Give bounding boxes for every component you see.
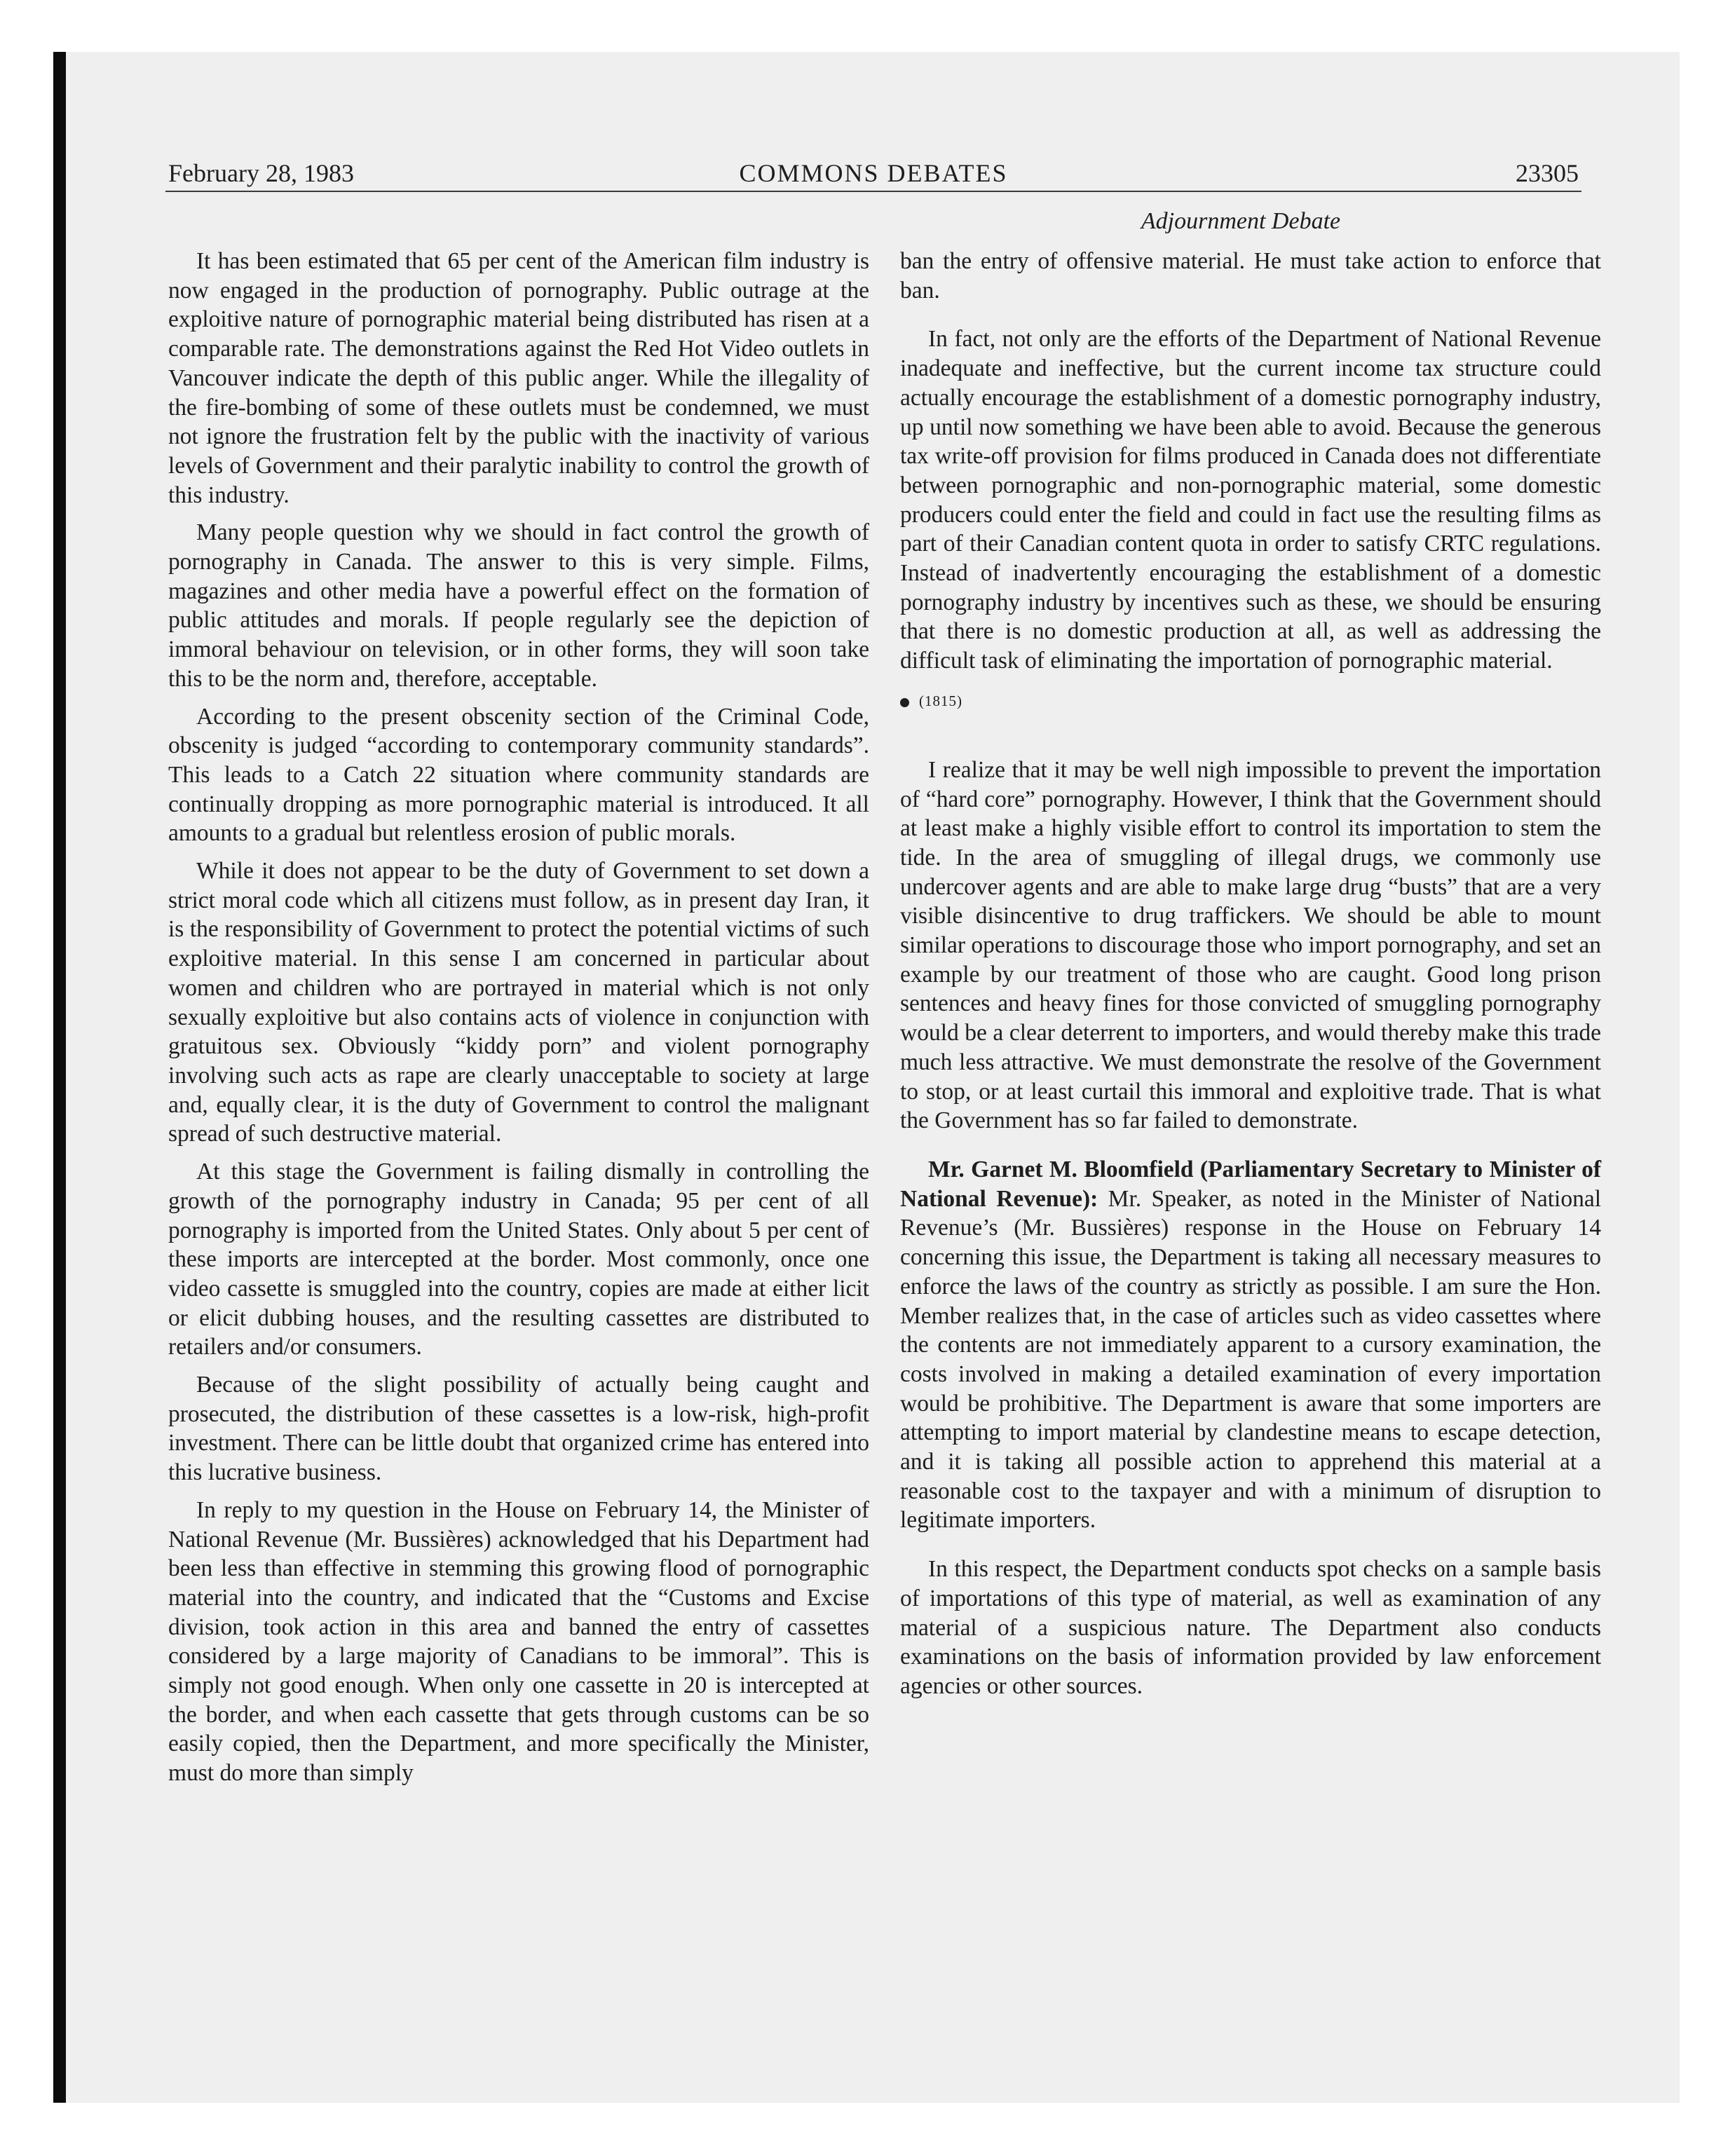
scan-binding-edge xyxy=(53,52,66,2103)
time-marker-text: (1815) xyxy=(919,692,962,709)
speaker-name: Mr. Garnet M. Bloomfield (Parliamentary Secretary to Minister of National Revenue): xyxy=(900,1156,1601,1212)
time-marker xyxy=(900,687,1601,715)
left-column xyxy=(168,247,869,1796)
paragraph: According to the present obscenity section of the Criminal Code, obscenity is judged “according to contemporary community standards”. This leads to a Catch 22 situation where community standards are continually dropping as more pornographic material is introduced. It all amounts to a gradual but relentless erosion of public morals. xyxy=(168,703,869,847)
section-title: Adjournment Debate xyxy=(1141,208,1341,234)
paragraph: It has been estimated that 65 per cent of the American film industry is now engaged in the production of pornography. Public outrage at the exploitive nature of pornographic material being distributed has risen at a comparable rate. The demonstrations against the Red Hot Video outlets in Vancouver indicate the depth of this public anger. While the illegality of the fire-bombing of some of these outlets must be condemned, we must not ignore the frustration felt by the public with the inactivity of various levels of Government and their paralytic inability to control the growth of this industry. xyxy=(168,248,869,508)
page-header xyxy=(165,158,1581,192)
bullet-icon xyxy=(900,698,909,707)
speaker-text: Mr. Speaker, as noted in the Minister of National Revenue’s (Mr. Bussières) response in the House on February 14 concerning this issue, the Department is taking all necessary measures to enforce the laws of the country as strictly as possible. I am sure the Hon. Member realizes that, in the case of articles such as video cassettes where the contents are not immediately apparent to a cursory examination, the costs involved in making a detailed examination of every importation would be prohibitive. The Department is aware that some importers are attempting to import material by clandestine means to escape detection, and it is taking all possible action to apprehend this material at a reasonable cost to the taxpayer and with a minimum of disruption to legitimate importers. xyxy=(900,1185,1601,1534)
speaker-paragraph xyxy=(900,1155,1601,1535)
paragraph: In fact, not only are the efforts of the Department of National Revenue inadequate and ineffective, but the current income tax structure could actually encourage the establishment of a domestic pornography industry, up until now something we have been able to avoid. Because the generous tax write-off provision for films produced in Canada does not differentiate between pornographic and non-pornographic material, some domestic producers could enter the field and could in fact use the resulting films as part of their Canadian content quota in order to satisfy CRTC regulations. Instead of inadvertently encouraging the establishment of a domestic pornography industry by incentives such as these, we should be ensuring that there is no domestic production at all, as well as addressing the difficult task of eliminating the importation of pornographic material. xyxy=(900,326,1601,674)
right-column xyxy=(900,247,1601,1710)
paragraph: Because of the slight possibility of actually being caught and prosecuted, the distribution of these cassettes is a low-risk, high-profit investment. There can be little doubt that organized crime has entered into this lucrative business. xyxy=(168,1372,869,1486)
paragraph: In reply to my question in the House on February 14, the Minister of National Revenue (Mr. Bussières) acknowledged that his Department had been less than effective in stemming this growing flood of pornographic material into the country, and indicated that the “Customs and Excise division, took action in this area and banned the entry of cassettes considered by a large majority of Canadians to be immoral”. This is simply not good enough. When only one cassette in 20 is intercepted at the border, and when each cassette that gets through customs can be so easily copied, then the Department, and more specifically the Minister, must do more than simply xyxy=(168,1496,869,1787)
paragraph: I realize that it may be well nigh impossible to prevent the importation of “hard core” pornography. However, I think that the Government should at least make a highly visible effort to control its importation to stem the tide. In the area of smuggling of illegal drugs, we commonly use undercover agents and are able to make large drug “busts” that are a very visible disincentive to drug traffickers. We should be able to mount similar operations to discourage those who import pornography, and set an example by our treatment of those who are caught. Good long prison sentences and heavy fines for those convicted of smuggling pornography would be a clear deterrent to importers, and would thereby make this trade much less attractive. We must demonstrate the resolve of the Government to stop, or at least curtail this immoral and exploitive trade. That is what the Government has so far failed to demonstrate. xyxy=(900,756,1601,1134)
paragraph: While it does not appear to be the duty of Government to set down a strict moral code which all citizens must follow, as in present day Iran, it is the responsibility of Government to protect the potential victims of such exploitive material. In this sense I am concerned in particular about women and children who are portrayed in material which is not only sexually exploitive but also contains acts of violence in conjunction with gratuitous sex. Obviously “kiddy porn” and violent pornography involving such acts as rape are clearly unacceptable to society at large and, equally clear, it is the duty of Government to control the malignant spread of such destructive material. xyxy=(168,858,869,1147)
continued-paragraph: ban the entry of offensive material. He must take action to enforce that ban. xyxy=(900,248,1601,303)
paragraph: In this respect, the Department conducts spot checks on a sample basis of importations of this type of material, as well as examination of any material of a suspicious nature. The Department also conducts examinations on the basis of information provided by law enforcement agencies or other sources. xyxy=(900,1556,1601,1699)
paragraph: Many people question why we should in fact control the growth of pornography in Canada. The answer to this is very simple. Films, magazines and other media have a powerful effect on the formation of public attitudes and morals. If people regularly see the depiction of immoral behaviour on television, or in other forms, they will soon take this to be the norm and, therefore, acceptable. xyxy=(168,519,869,692)
paragraph: At this stage the Government is failing dismally in controlling the growth of the pornography industry in Canada; 95 per cent of all pornography is imported from the United States. Only about 5 per cent of these imports are intercepted at the border. Most commonly, once one video cassette is smuggled into the country, copies are made at either licit or elicit dubbing houses, and the resulting cassettes are distributed to retailers and/or consumers. xyxy=(168,1159,869,1360)
page-number: 23305 xyxy=(1516,159,1579,187)
header-date: February 28, 1983 xyxy=(168,159,354,187)
publication-title: COMMONS DEBATES xyxy=(739,159,1008,187)
